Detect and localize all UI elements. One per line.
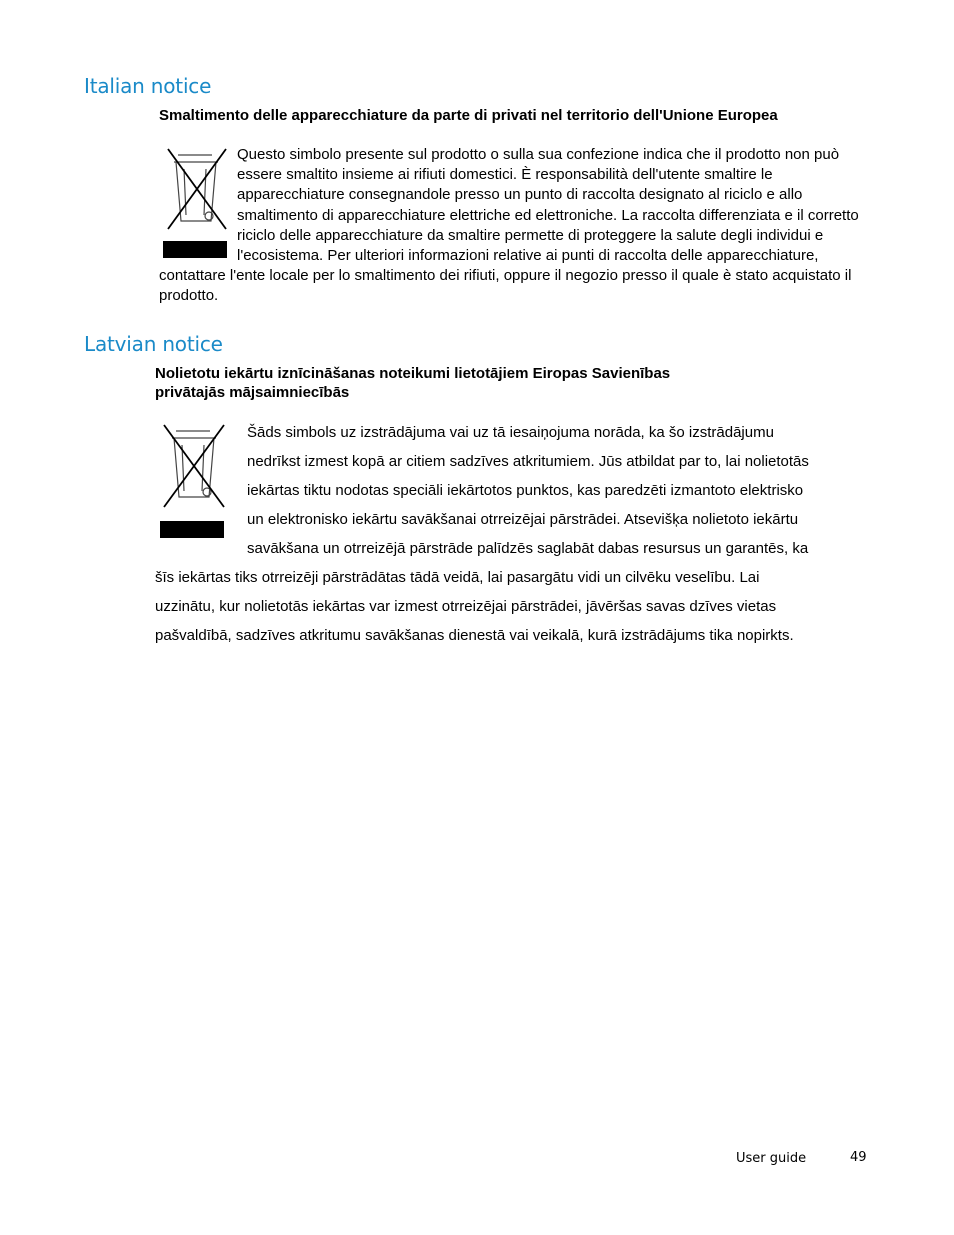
italian-body: Questo simbolo presente sul prodotto o sulla sua confezione indica che il prodotto non può essere smaltito insieme ai rifiuti domestici. È responsabilità dell'utente smaltire le apparecchiature consegnandole presso un punto di raccolta designato al riciclo e allo smaltimento di apparecchiature elettriche ed elettroniche. La raccolta differenziata e il corretto riciclo delle apparecchiature da smaltire permette di proteggere la salute degli individui e l'ecosistema. Per ulteriori informazioni relative ai punti di raccolta delle apparecchiature, contattare l'ente locale per lo smaltimento dei rifiuti, oppure il negozio presso il quale è stato acquistato il prodotto.: [159, 146, 859, 305]
latvian-body-text: [155, 418, 815, 650]
latvian-body: Šāds simbols uz izstrādājuma vai uz tā iesaiņojuma norāda, ka šo izstrādājumu nedrīkst izmest kopā ar citiem sadzīves atkritumiem. Jūs atbildat par to, lai nolietotās iekārtas tiktu nodotas speciāli iekārtotos punktos, kas paredzēti izmantoto elektrisko un elektronisko iekārtu savākšanai otrreizējai pārstrādei. Atsevišķa nolietoto iekārtu savākšana un otrreizējā pārstrāde palīdzēs saglabāt dabas resursus un garantēs, ka šīs iekārtas tiks otrreizēji pārstrādātas tādā veidā, lai pasargātu vidi un cilvēku veselību. Lai uzzinātu, kur nolietotās iekārtas var izmest otrreizējai pārstrādei, jāvēršas savas dzīves vietas pašvaldībā, sadzīves atkritumu savākšanas dienestā vai veikalā, kurā izstrādājums tika nopirkts.: [155, 424, 809, 644]
italian-subheading: Smaltimento delle apparecchiature da parte di privati nel territorio dell'Unione Europea: [159, 107, 778, 124]
latvian-subheading: [155, 364, 670, 402]
latvian-notice-heading: Latvian notice: [84, 332, 223, 356]
latvian-subheading-line2: privātajās mājsaimniecībās: [155, 384, 350, 401]
page-number: 49: [850, 1150, 867, 1165]
latvian-subheading-line1: Nolietotu iekārtu iznīcināšanas noteikumi lietotājiem Eiropas Savienības: [155, 365, 671, 382]
latvian-icon-spacer: [155, 418, 247, 563]
footer-label: User guide: [736, 1151, 807, 1166]
italian-icon-spacer: [159, 145, 237, 266]
italian-notice-heading: Italian notice: [84, 74, 212, 98]
italian-body-text: [159, 145, 871, 307]
